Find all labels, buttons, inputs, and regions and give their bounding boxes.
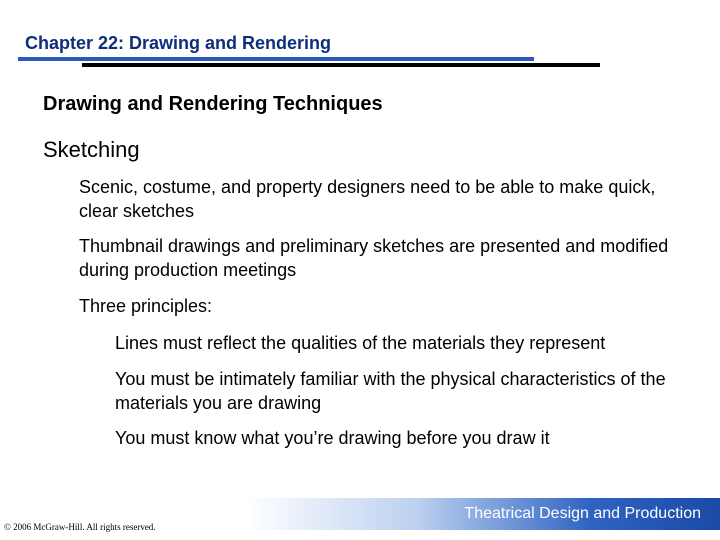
principle-item: You must know what you’re drawing before you draw it [115,428,550,448]
bullet-point: Scenic, costume, and property designers need to be able to make quick, clear sketches [79,177,656,221]
footer-book-title: Theatrical Design and Production [464,505,701,522]
chapter-title: Chapter 22: Drawing and Rendering [25,33,332,53]
bullet-point: Thumbnail drawings and preliminary sketches are presented and modified during production meetings [79,236,669,280]
topic-sketching: Sketching [43,137,140,162]
header-rule-blue [18,57,534,61]
slide-heading: Drawing and Rendering Techniques [43,93,383,115]
copyright-notice: © 2006 McGraw-Hill. All rights reserved. [4,522,156,532]
principle-item: Lines must reflect the qualities of the materials they represent [115,333,606,353]
bullet-point: Three principles: [79,296,213,316]
principle-item: You must be intimately familiar with the physical characteristics of the materials you are drawing [115,369,666,413]
header-rule-black [82,63,600,67]
